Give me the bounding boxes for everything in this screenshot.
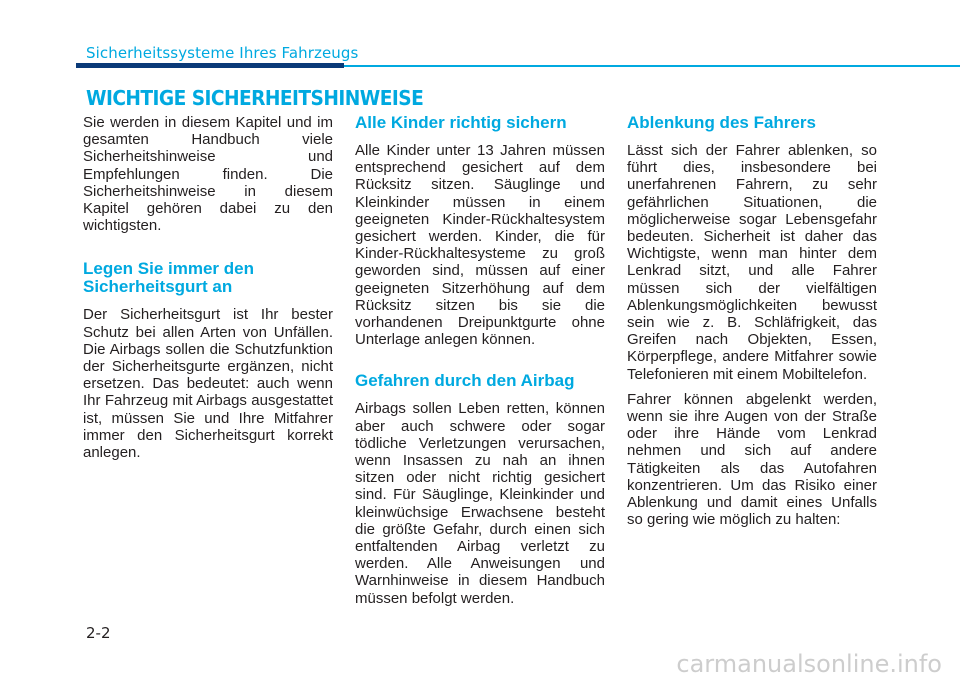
column-3: [627, 114, 877, 536]
header-rule-light: [344, 65, 960, 67]
airbag-paragraph: Airbags sollen Leben retten, können aber auch schwere oder sogar tödliche Verletzungen verursachen, wenn Insassen zu nah an ihnen sitzen oder nicht richtig gesichert sind. Für Säuglinge, Kleinkinder und kleinwüchsige Erwachsene besteht die größte Gefahr, durch einen sich entfaltenden Airbag verletzt zu werden. Alle Anweisungen und Warnhinweise in diesem Handbuch müssen befolgt werden.: [355, 400, 605, 607]
children-heading: Alle Kinder richtig sichern: [355, 113, 567, 132]
children-paragraph: Alle Kinder unter 13 Jahren müssen entsprechend gesichert auf dem Rücksitz sitzen. Säuglinge und Kleinkinder müssen in einem geeigneten Kinder-Rückhaltesystem gesichert werden. Kinder, die für Kinder-Rückhaltesysteme zu groß geworden sind, müssen auf einer geeigneten Sitzerhöhung auf dem Rücksitz sitzen bis sie die vorhandenen Dreipunktgurte ohne Unterlage anlegen können.: [355, 142, 605, 349]
section-header-title: Sicherheitssysteme Ihres Fahrzeugs: [86, 44, 359, 62]
distraction-heading: Ablenkung des Fahrers: [627, 113, 816, 132]
column-2: [355, 114, 605, 615]
watermark: carmanualsonline.info: [676, 650, 942, 678]
seatbelt-paragraph: Der Sicherheitsgurt ist Ihr bester Schutz bei allen Arten von Unfällen. Die Airbags sollen die Schutzfunktion der Sicherheitsgurte ergänzen, nicht ersetzen. Das bedeutet: auch wenn Ihr Fahrzeug mit Airbags ausgestattet ist, müssen Sie und Ihre Mitfahrer immer den Sicherheitsgurt korrekt anlegen.: [83, 306, 333, 462]
airbag-heading: Gefahren durch den Airbag: [355, 371, 575, 391]
seatbelt-heading: Legen Sie immer den Sicherheitsgurt an: [83, 259, 254, 297]
distraction-paragraph-1: Lässt sich der Fahrer ablenken, so führt dies, insbesondere bei unerfahrenen Fahrern, zu sehr gefährlichen Situationen, die möglicherweise sogar Lebensgefahr bedeuten. Sicherheit ist daher das Wichtigste, wenn man hinter dem Lenkrad sitzt, und alle Fahrer müssen sich der vielfältigen Ablenkungsmöglichkeiten bewusst sein wie z. B. Schläfrigkeit, das Greifen nach Objekten, Essen, Körperpflege, andere Mitfahrer sowie Telefonieren mit einem Mobiltelefon.: [627, 142, 877, 383]
column-1: [83, 114, 333, 469]
page-number: 2-2: [86, 624, 111, 642]
header-bar-dark: [76, 63, 344, 68]
distraction-paragraph-2: Fahrer können abgelenkt werden, wenn sie ihre Augen von der Straße oder ihre Hände vom Lenkrad nehmen und sich auf andere Tätigkeiten als das Autofahren konzentrieren. Um das Risiko einer Ablenkung und damit eines Unfalls so gering wie möglich zu halten:: [627, 390, 877, 529]
intro-paragraph: Sie werden in diesem Kapitel und im gesamten Handbuch viele Sicherheitshinweise und Empfehlungen finden. Die Sicherheitshinweise in diesem Kapitel gehören dabei zu den wichtigsten.: [83, 114, 333, 235]
page-title: WICHTIGE SICHERHEITSHINWEISE: [86, 86, 424, 110]
